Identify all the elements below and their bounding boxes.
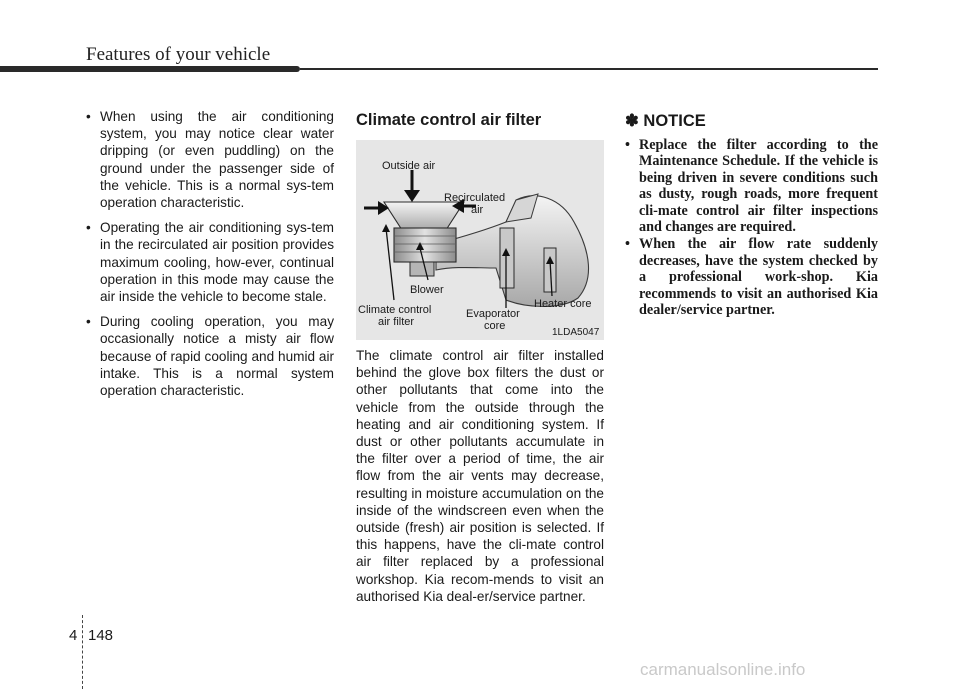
notice-item: • When the air flow rate suddenly decreases, have the system checked by a professional work-shop. Kia recommends to visit an authorised Kia dealer/service partner. <box>625 236 878 318</box>
header-rule-thin <box>300 68 878 70</box>
section-title: Climate control air filter <box>356 111 542 129</box>
label-recirculated-line1: Recirculated <box>444 192 506 204</box>
figure-code: 1LDA5047 <box>552 327 600 338</box>
notice-title: ✽ NOTICE <box>625 112 706 130</box>
header-title: Features of your vehicle <box>86 44 271 65</box>
label-heater-core: Heater core <box>534 298 592 310</box>
notice-item: • Replace the filter according to the Maintenance Schedule. If the vehicle is being driven in severe conditions such as dusty, rough roads, more frequent cli-mate control air filter inspections and changes are required. <box>625 137 878 235</box>
label-filter-line1: Climate control <box>358 304 432 316</box>
middle-column <box>356 108 604 605</box>
hvac-diagram <box>356 140 604 340</box>
label-evaporator-line1: Evaporator <box>466 308 520 320</box>
chapter-number: 4 <box>69 627 78 644</box>
watermark-text: carmanualsonline.info <box>640 660 806 679</box>
bullet-item: • When using the air conditioning system, you may notice clear water dripping (or even puddling) on the ground under the passenger side of the vehicle. This is a normal sys-tem operation characteristic. <box>86 108 334 211</box>
label-blower: Blower <box>410 284 444 296</box>
header-rule-thick <box>0 66 300 72</box>
label-evaporator-line2: core <box>484 320 506 332</box>
label-outside-air: Outside air <box>382 160 436 172</box>
bullet-item: • Operating the air conditioning sys-tem in the recirculated air position provides maximum cooling, how-ever, continual operation in this mode may cause the air inside the vehicle to become stale. <box>86 219 334 305</box>
bullet-item: • During cooling operation, you may occasionally notice a misty air flow because of rapid cooling and humid air intake. This is a normal system operation characteristic. <box>86 313 334 399</box>
page-number: 148 <box>88 627 114 644</box>
right-column <box>625 108 878 319</box>
footer-divider <box>82 615 83 689</box>
ac-bullet-list <box>86 108 334 399</box>
notice-list <box>625 137 878 318</box>
left-column <box>86 108 334 407</box>
filter-body-text: The climate control air filter installed behind the glove box filters the dust or other pollutants that come into the vehicle from the outside through the heating and air conditioning system. If dust or other pollutants accumulate in the filter over a period of time, the air flow from the air vents may decrease, resulting in moisture accumulation on the inside of the windscreen even when the outside (fresh) air position is selected. If this happens, have the cli-mate control air filter replaced by a professional workshop. Kia recom-mends to visit an authorised Kia deal-er/service partner. <box>356 348 604 604</box>
label-filter-line2: air filter <box>378 316 415 328</box>
label-recirculated-line2: air <box>471 204 484 216</box>
